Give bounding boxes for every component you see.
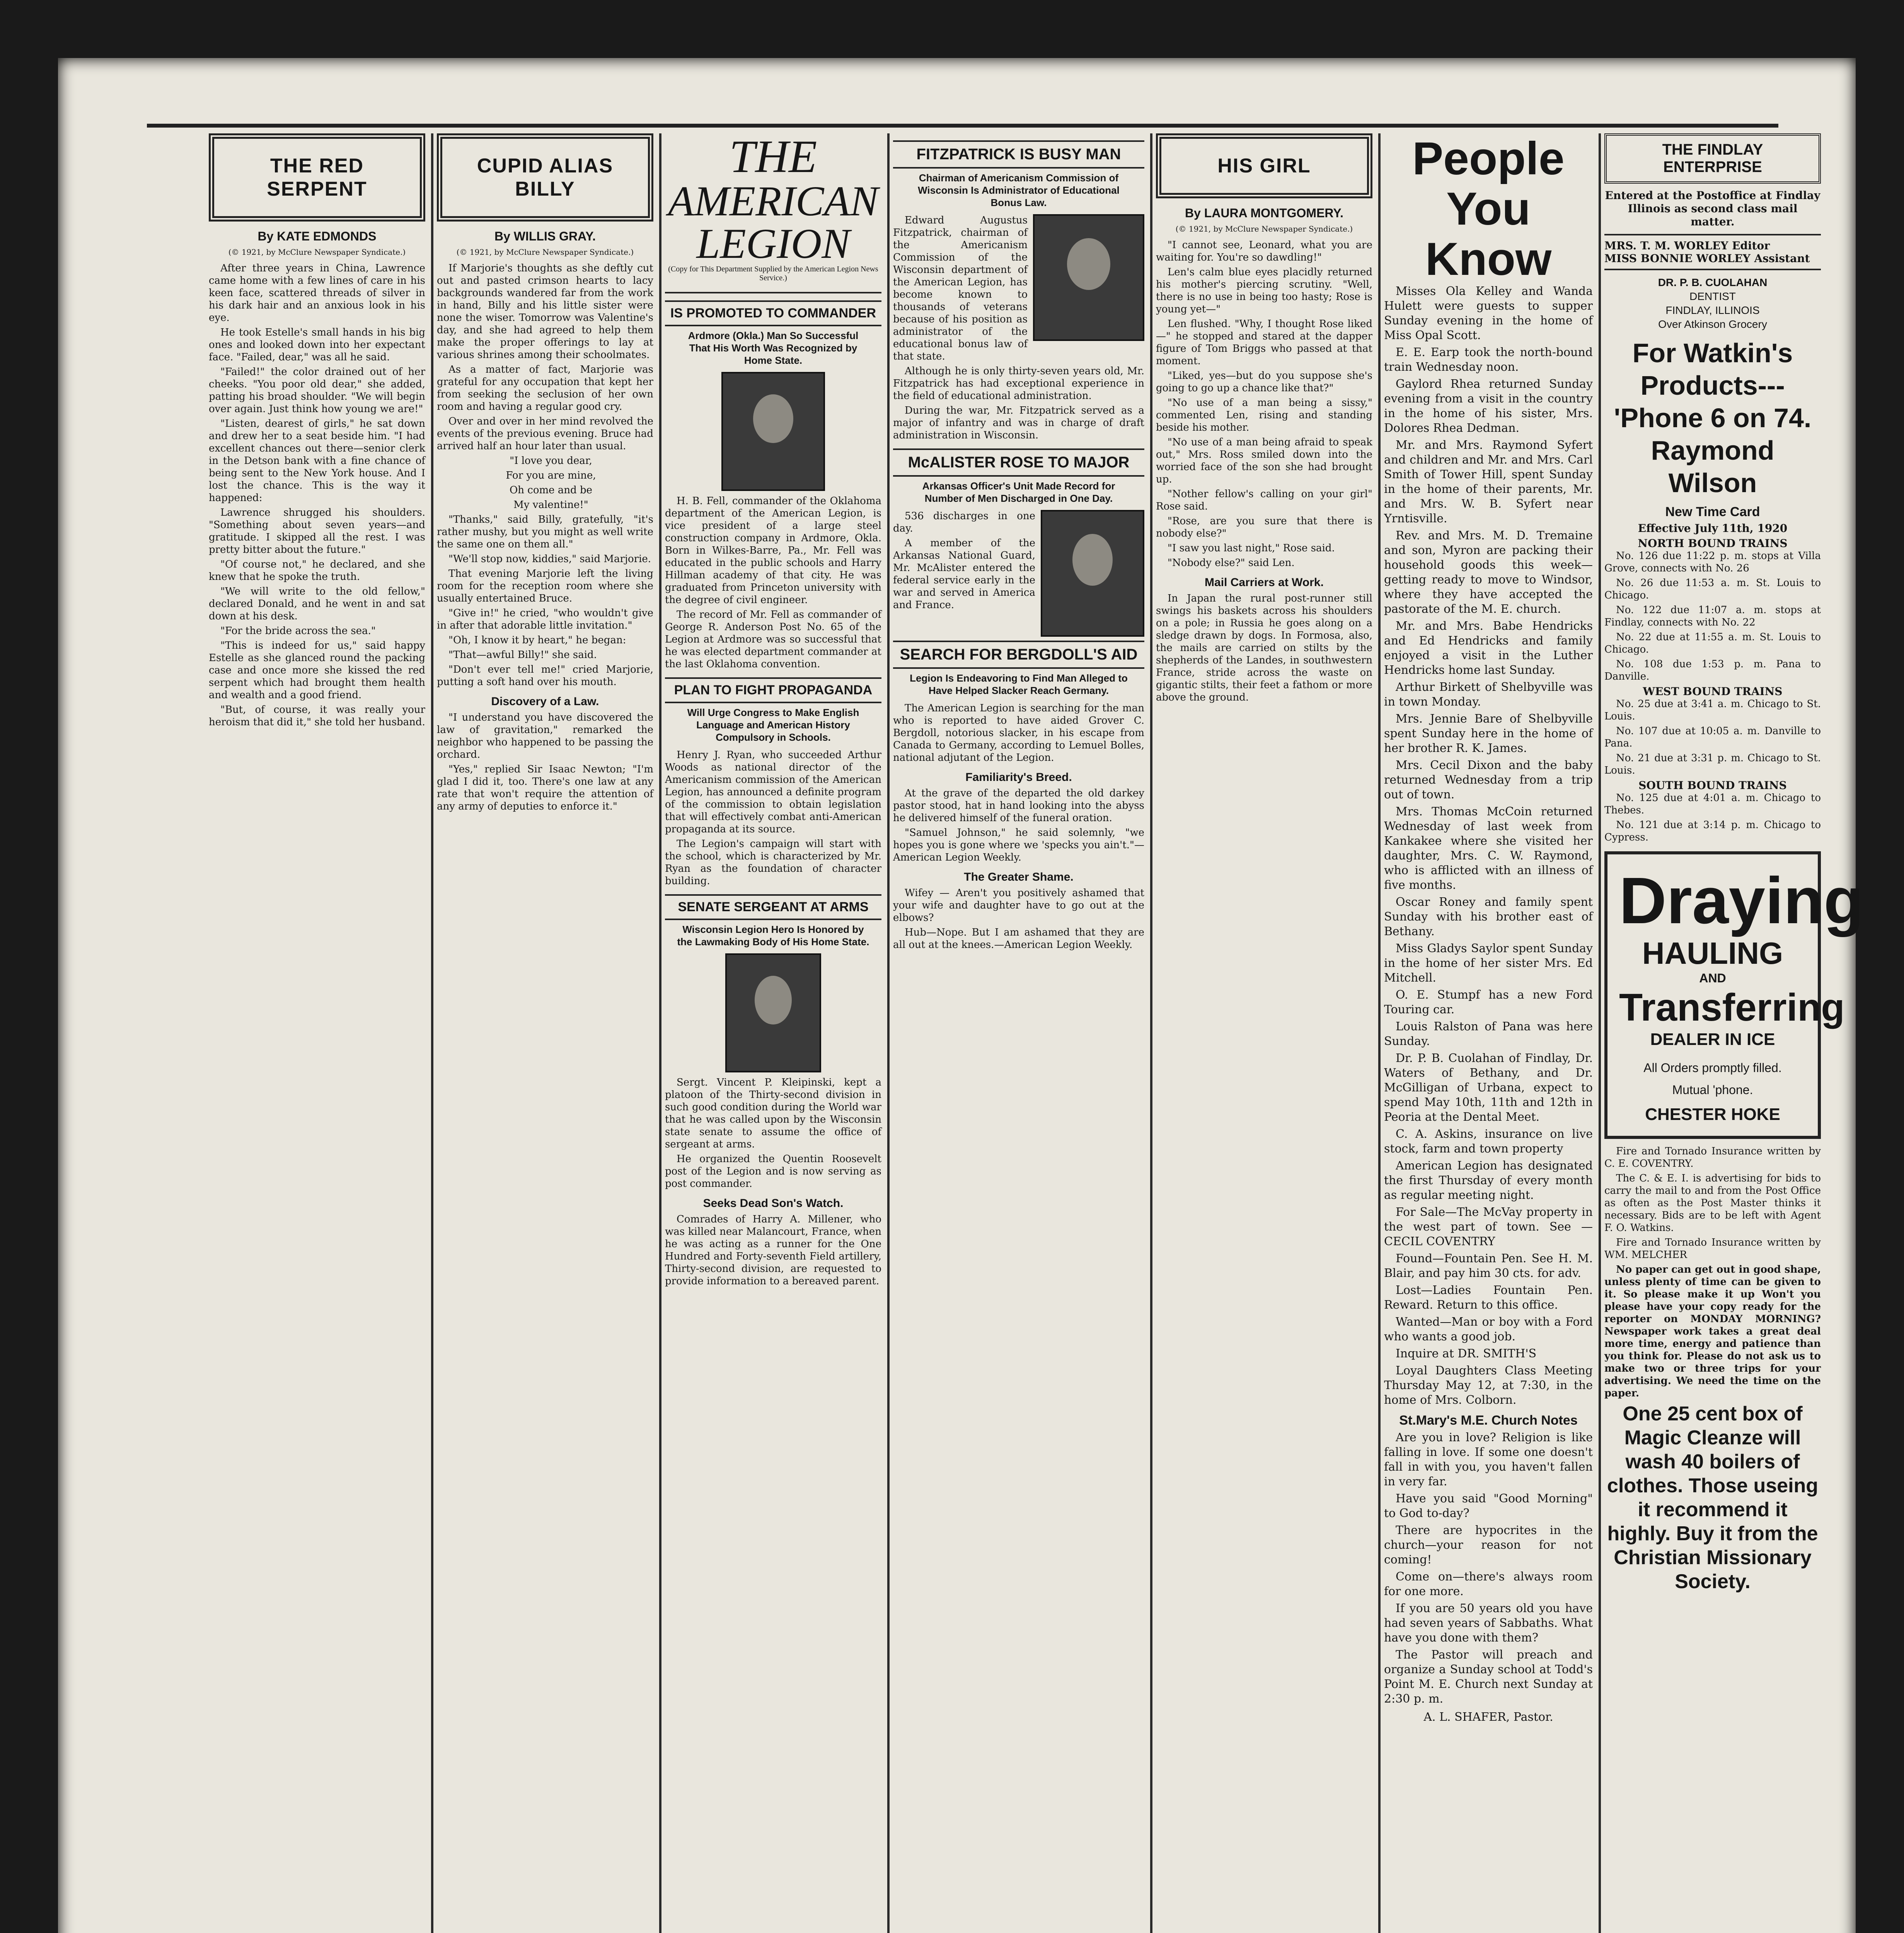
column-his-girl <box>1156 133 1372 1933</box>
paragraph: "We will write to the old fellow," declared Donald, and he went in and sat down at his desk. <box>209 586 425 622</box>
paragraph: Wifey — Aren't you positively ashamed that your wife and daughter have to go out at the elbows? <box>893 887 1144 924</box>
column-rule <box>1150 133 1152 1933</box>
dentist-name: DR. P. B. CUOLAHAN <box>1658 276 1768 288</box>
verse-line: "I love you dear, <box>510 455 592 467</box>
story-title-box <box>1156 133 1372 198</box>
train-line: No. 21 due at 3:31 p. m. Chicago to St. Louis. <box>1604 752 1821 776</box>
draying-ad <box>1604 851 1864 1139</box>
story-body <box>437 262 653 688</box>
local-item: Gaylord Rhea returned Sunday evening from a visit in the country in the home of his sister, Mrs. Dolores Rhea Dedman. <box>1384 377 1593 435</box>
legion-heading-line: LEGION <box>696 220 850 267</box>
timecard-title: New Time Card <box>1665 505 1760 519</box>
paragraph: Although he is only thirty-seven years old, Mr. Fitzpatrick has had exceptional experience in the field of educational administration. <box>893 365 1144 402</box>
train-line: No. 26 due 11:53 a. m. St. Louis to Chicago. <box>1604 577 1821 601</box>
local-item: Wanted—Man or boy with a Ford who wants a good job. <box>1384 1315 1593 1343</box>
masthead: THE FINDLAY ENTERPRISE <box>1604 133 1821 184</box>
church-note: Come on—there's always room for one more. <box>1384 1570 1593 1598</box>
local-item: C. A. Askins, insurance on live stock, farm and town property <box>1384 1127 1593 1156</box>
paragraph: The Legion's campaign will start with the school, which is characterized by Mr. Ryan as the foundation of character building. <box>665 838 881 887</box>
story-title: THE RED SERPENT <box>267 155 367 200</box>
paragraph: Over and over in her mind revolved the events of the previous evening. Bruce had arrived half an hour later than usual. <box>437 416 653 452</box>
transferring-word: Transferring <box>1619 986 1845 1029</box>
editor: MRS. T. M. WORLEY Editor <box>1604 239 1770 252</box>
paragraph: Edward Augustus Fitzpatrick, chairman of the Americanism Commission of the Wisconsin department of the American Legion, has become known to thousands of veterans because of his position as administrator of the educational bonus law of that state. <box>893 215 1028 362</box>
north-trains <box>1604 550 1821 683</box>
column-rule <box>431 133 433 1933</box>
paragraph: A member of the Arkansas National Guard, Mr. McAlister entered the federal service early in the war and served in America and France. <box>893 537 1035 611</box>
headline: PLAN TO FIGHT PROPAGANDA <box>665 677 881 703</box>
paragraph: H. B. Fell, commander of the Oklahoma department of the American Legion, is vice president of a large steel construction company in Ardmore, Okla. Born in Wilkes-Barre, Pa., Mr. Fell was educated in the public schools and Harry Hillman academy of that city. He was graduated from Princeton university with the degree of civil engineer. <box>665 495 881 606</box>
church-note: The Pastor will preach and organize a Sunday school at Todd's Point M. E. Church next Sunday at 2:30 p. m. <box>1384 1648 1593 1706</box>
column-american-legion <box>665 133 881 1933</box>
sub-headline: Familiarity's Breed. <box>965 771 1072 784</box>
deck: Legion Is Endeavoring to Find Man Alleged to Have Helped Slacker Reach Germany. <box>910 672 1128 696</box>
local-item: Arthur Birkett of Shelbyville was in town Monday. <box>1384 680 1593 709</box>
paragraph: "I cannot see, Leonard, what you are waiting for. You're so dawdling!" <box>1156 239 1372 263</box>
paragraph: "This is indeed for us," said happy Estelle as she glanced round the packing case and once more she kissed the red serpent which had brought them health and wealth and a good friend. <box>209 640 425 701</box>
column-rule <box>887 133 890 1933</box>
story-body <box>1156 239 1372 569</box>
orders-note: All Orders promptly filled. <box>1643 1061 1782 1075</box>
story-title: CUPID ALIAS BILLY <box>477 155 614 200</box>
dentist-address: Over Atkinson Grocery <box>1658 318 1767 330</box>
north-trains-title: NORTH BOUND TRAINS <box>1638 537 1788 550</box>
deck: Ardmore (Okla.) Man So Successful That His Worth Was Recognized by Home State. <box>688 330 859 366</box>
portrait-photo <box>1041 510 1144 637</box>
column-people-you-know <box>1384 133 1593 1933</box>
sub-body <box>437 711 653 813</box>
sub-headline: Mail Carriers at Work. <box>1205 576 1324 589</box>
story-body <box>665 749 881 887</box>
story-body <box>893 787 1144 864</box>
paragraph: Len flushed. "Why, I thought Rose liked—" he stopped and stared at the dapper figure of Tom Briggs who passed at that moment. <box>1156 318 1372 367</box>
local-item: Mrs. Cecil Dixon and the baby returned Wednesday from a trip out of town. <box>1384 759 1593 801</box>
paragraph: "That—awful Billy!" she said. <box>448 649 597 661</box>
paragraph: "Rose, are you sure that there is nobody else?" <box>1156 515 1372 539</box>
pastor-signature: A. L. SHAFER, Pastor. <box>1423 1710 1553 1724</box>
headline: SEARCH FOR BERGDOLL'S AID <box>893 641 1144 669</box>
proprietor: CHESTER HOKE <box>1645 1105 1780 1124</box>
local-item: For Sale—The McVay property in the west part of town. See —CECIL COVENTRY <box>1384 1205 1593 1248</box>
local-item: Mrs. Thomas McCoin returned Wednesday of last week from Kankakee where she visited her daughter, Mrs. C. W. Raymond, who is afflicted with an illness of five months. <box>1384 805 1593 892</box>
story-body <box>209 262 425 728</box>
copyright: (© 1921, by McClure Newspaper Syndicate.) <box>456 247 634 257</box>
deck: Will Urge Congress to Make English Language and American History Compulsory in Schools. <box>687 707 859 743</box>
byline: By KATE EDMONDS <box>257 229 377 243</box>
sub-headline: Discovery of a Law. <box>491 695 599 708</box>
draying-word: Draying <box>1619 864 1864 938</box>
paragraph: Henry J. Ryan, who succeeded Arthur Woods as national director of the Americanism commission of the American Legion, has announced a definite program of the commission to obtain legislation that will effectively combat anti-American propaganda at its source. <box>665 749 881 835</box>
paragraph: Sergt. Vincent P. Kleipinski, kept a platoon of the Thirty-second division in such good condition during the World war that he was called upon by the Wisconsin state senate to assume the office of sergeant at arms. <box>665 1077 881 1150</box>
local-item: E. E. Earp took the north-bound train Wednesday noon. <box>1384 346 1593 374</box>
paragraph: After three years in China, Lawrence came home with a few lines of care in his keen face, scattered threads of silver in his dark hair and an anxious look in his eye. <box>209 263 425 324</box>
local-item: Miss Gladys Saylor spent Sunday in the home of her sister Mrs. Ed Mitchell. <box>1384 942 1593 985</box>
headline: IS PROMOTED TO COMMANDER <box>665 300 881 326</box>
local-item: Found—Fountain Pen. See H. M. Blair, and pay him 30 cts. for adv. <box>1384 1252 1593 1280</box>
column-rule <box>659 133 661 1933</box>
story-body <box>665 1076 881 1190</box>
paragraph: "We'll stop now, kiddies," said Marjorie. <box>448 553 651 565</box>
local-items <box>1384 284 1593 1408</box>
legion-heading-line: AMERICAN <box>668 177 878 225</box>
section-title: People You Know <box>1412 133 1565 285</box>
hauling-word: HAULING <box>1642 936 1783 970</box>
sub-headline: The Greater Shame. <box>964 871 1074 883</box>
copyright: (© 1921, by McClure Newspaper Syndicate.) <box>1175 224 1353 234</box>
top-rule <box>147 124 1778 128</box>
local-item: Rev. and Mrs. M. D. Tremaine and son, Myron are packing their household goods this week—getting ready to move to Windsor, where they have accepted the pastorate of the M. E. church. <box>1384 529 1593 616</box>
paragraph: In Japan the rural post-runner still swings his baskets across his shoulders on a pole; in Russia he goes along on a sledge drawn by dogs. In Formosa, also, the mails are carried on stilts by the shepherds of the Landes, in southwestern France, stride across the waste on gigantic stilts, their feet a fathom or more above the ground. <box>1156 593 1372 703</box>
portrait-photo <box>721 372 825 491</box>
byline: By WILLIS GRAY. <box>494 229 596 243</box>
local-item: Mr. and Mrs. Babe Hendricks and Ed Hendricks and family enjoyed a visit in the Luther Hendricks home last Sunday. <box>1384 619 1593 677</box>
postal-entry: Entered at the Postoffice at Findlay Illinois as second class mail matter. <box>1605 189 1820 228</box>
story-title: HIS GIRL <box>1217 155 1311 177</box>
copy-notice: No paper can get out in good shape, unless plenty of time can be given to it. So please make it up Won't you please have your copy ready for the reporter on MONDAY MORNING? Newspaper work takes a great deal more time, energy and patience than you think for. Please do not ask us to make two or three trips for your advertising. We need the time on the paper. <box>1604 1264 1821 1399</box>
paragraph: "Don't ever tell me!" cried Marjorie, putting a soft hand over his mouth. <box>437 664 653 688</box>
paragraph: Len's calm blue eyes placidly returned his mother's piercing scrutiny. "Well, there is no use in being too hasty; Rose is young yet—" <box>1156 266 1372 315</box>
church-notes-title: St.Mary's M.E. Church Notes <box>1399 1413 1578 1428</box>
paragraph: "No use of a man being a sissy," commented Len, rising and standing beside his mother. <box>1156 397 1372 433</box>
train-line: No. 125 due at 4:01 a. m. Chicago to Thebes. <box>1604 792 1821 816</box>
paragraph: "Of course not," he declared, and she knew that he spoke the truth. <box>209 559 425 583</box>
story-body <box>893 702 1144 764</box>
american-legion-heading <box>665 133 881 293</box>
south-trains-title: SOUTH BOUND TRAINS <box>1638 779 1787 792</box>
paragraph: "Liked, yes—but do you suppose she's going to go up a chance like that?" <box>1156 370 1372 394</box>
assistant-editor: MISS BONNIE WORLEY Assistant <box>1604 252 1810 265</box>
paragraph: That evening Marjorie left the living room for the reception room where she usually entertained Bruce. <box>437 568 653 604</box>
story-body <box>665 495 881 670</box>
magic-cleanze-ad: One 25 cent box of Magic Cleanze will wash 40 boilers of clothes. Those useing it recommend it highly. Buy it from the Christian Missionary Society. <box>1607 1403 1819 1593</box>
paragraph: "For the bride across the sea." <box>220 625 376 637</box>
column-findlay-enterprise <box>1604 133 1864 1933</box>
column-red-serpent <box>209 133 425 1933</box>
headline: FITZPATRICK IS BUSY MAN <box>893 140 1144 169</box>
story-title-box <box>209 133 425 222</box>
ice-dealer: DEALER IN ICE <box>1650 1030 1775 1049</box>
classified-item: Fire and Tornado Insurance written by WM. MELCHER <box>1604 1237 1821 1261</box>
deck: Arkansas Officer's Unit Made Record for Number of Men Discharged in One Day. <box>922 480 1115 504</box>
local-item: Loyal Daughters Class Meeting Thursday May 12, at 7:30, in the home of Mrs. Colborn. <box>1384 1364 1593 1407</box>
paragraph: "Yes," replied Sir Isaac Newton; "I'm glad I did it, too. There's one law at any rate that won't require the attention of any army of deputies to enforce it." <box>437 764 653 812</box>
story-body <box>893 887 1144 951</box>
local-item: O. E. Stumpf has a new Ford Touring car. <box>1384 988 1593 1016</box>
paragraph: The American Legion is searching for the man who is reported to have aided Grover C. Bergdoll, notorious slacker, in his escape from Canada to Germany, according to Lemuel Bolles, national adjutant of the Legion. <box>893 702 1144 764</box>
church-note: There are hypocrites in the church—your reason for not coming! <box>1384 1524 1593 1567</box>
paragraph: Hub—Nope. But I am ashamed that they are all out at the knees.—American Legion Weekly. <box>893 927 1144 951</box>
church-notes <box>1384 1430 1593 1706</box>
paragraph: "Listen, dearest of girls," he sat down and drew her to a seat beside him. "I had excellent chances out there—senior clerk in the Detson bank with a fine chance of being sent to the New York house. And I lost the chance. This is the way it happened: <box>209 418 425 504</box>
local-item: Mrs. Jennie Bare of Shelbyville spent Sunday here in the home of her brother R. K. James. <box>1384 712 1593 755</box>
local-item: Misses Ola Kelley and Wanda Hulett were guests to supper Sunday evening in the home of Miss Opal Scott. <box>1384 285 1593 342</box>
train-line: No. 121 due at 3:14 p. m. Chicago to Cypress. <box>1604 819 1821 843</box>
copyright: (© 1921, by McClure Newspaper Syndicate.) <box>228 247 406 257</box>
paragraph: Comrades of Harry A. Millener, who was killed near Malancourt, France, when he was acting as a runner for the One Hundred and Forty-seventh Field artillery, Thirty-second division, are requested to provide information to a bereaved parent. <box>665 1214 881 1287</box>
local-item: Dr. P. B. Cuolahan of Findlay, Dr. Waters of Bethany, and Dr. McGilligan of Urbana, expect to spend May 10th, 11th and 12th in Peoria at the Dental Meet. <box>1384 1052 1593 1124</box>
paragraph: "Samuel Johnson," he said solemnly, "we hopes you is gone where we 'specks you ain't."—American Legion Weekly. <box>893 827 1144 863</box>
headline: SENATE SERGEANT AT ARMS <box>665 894 881 920</box>
train-line: No. 126 due 11:22 p. m. stops at Villa Grove, connects with No. 26 <box>1604 550 1821 574</box>
story-body <box>665 1213 881 1287</box>
paragraph: "No use of a man being afraid to speak out," Mrs. Ross smiled down into the worried face of the son she had brought up. <box>1156 436 1372 485</box>
church-note: If you are 50 years old you have had seven years of Sabbaths. What have you done with them? <box>1384 1602 1593 1645</box>
south-trains <box>1604 792 1821 844</box>
paragraph: He organized the Quentin Roosevelt post of the Legion and is now serving as post commander. <box>665 1153 881 1190</box>
local-item: Louis Ralston of Pana was here Sunday. <box>1384 1020 1593 1048</box>
sub-headline: Seeks Dead Son's Watch. <box>703 1197 844 1210</box>
paragraph: "Oh, I know it by heart," he began: <box>448 634 626 646</box>
paragraph: He took Estelle's small hands in his big ones and looked down into her expectant face. "Failed, dear," was all he said. <box>209 327 425 363</box>
staff-box <box>1604 234 1821 270</box>
classified-item: Fire and Tornado Insurance written by C. E. COVENTRY. <box>1604 1145 1821 1169</box>
verse-line: Oh come and be <box>509 484 593 496</box>
verse-line: My valentine!" <box>513 499 588 511</box>
paragraph: If Marjorie's thoughts as she deftly cut out and pasted crimson hearts to lacy backgrounds wandered far from the work in hand, Billy and his little sister were none the wiser. Tomorrow was Valentine's day, and she had agreed to help them make the proper offerings to lay at various shrines among their schoolmates. <box>437 263 653 361</box>
paragraph: "Failed!" the color drained out of her cheeks. "You poor old dear," she added, patting his broad shoulder. "We will begin over again. Just think how young we are!" <box>209 366 425 415</box>
paragraph: "Nother fellow's calling on your girl" Rose said. <box>1156 488 1372 512</box>
paragraph: At the grave of the departed the old darkey pastor stood, hat in hand looking into the abyss he delivered himself of the funeral oration. <box>893 788 1144 824</box>
column-cupid-alias-billy <box>437 133 653 1933</box>
paragraph: "I saw you last night," Rose said. <box>1168 542 1335 554</box>
column-legion-news <box>893 133 1144 1933</box>
portrait-photo <box>725 953 821 1072</box>
paragraph: "Thanks," said Billy, gratefully, "it's rather mushy, but you might as well write the same one on them all." <box>437 514 653 550</box>
train-line: No. 122 due 11:07 a. m. stops at Findlay, connects with No. 22 <box>1604 604 1821 628</box>
dentist-town: FINDLAY, ILLINOIS <box>1665 304 1760 316</box>
west-trains <box>1604 698 1821 777</box>
paragraph: "Nobody else?" said Len. <box>1168 557 1295 569</box>
column-rule <box>1378 133 1381 1933</box>
church-note: Are you in love? Religion is like falling in love. If some one doesn't fall in with you, you haven't fallen in very far. <box>1384 1431 1593 1488</box>
timecard-effective: Effective July 11th, 1920 <box>1638 522 1788 535</box>
portrait-photo <box>1033 214 1144 341</box>
classified-item: The C. & E. I. is advertising for bids to carry the mail to and from the Post Office as often as the Post Master thinks it necessary. Bids are to be left with Agent F. O. Watkins. <box>1604 1173 1821 1234</box>
train-line: No. 107 due at 10:05 a. m. Danville to Pana. <box>1604 725 1821 749</box>
paragraph: Lawrence shrugged his shoulders. "Something about seven years—and gratitude. I skipped all the rest. I was pretty bitter about the future." <box>209 507 425 556</box>
paragraph: As a matter of fact, Marjorie was grateful for any occupation that kept her from seeking the seclusion of her own room and having a regular good cry. <box>437 364 653 413</box>
phone-note: Mutual 'phone. <box>1672 1083 1753 1097</box>
paragraph: 536 discharges in one day. <box>893 510 1035 534</box>
watkins-ad: For Watkin's Products--- 'Phone 6 on 74. Raymond Wilson <box>1614 338 1812 498</box>
paragraph: During the war, Mr. Fitzpatrick served as a major of infantry and was in charge of draft administration in Wisconsin. <box>893 405 1144 441</box>
classifieds <box>1604 1145 1821 1399</box>
legion-heading-line: THE <box>729 131 817 182</box>
verse-line: For you are mine, <box>506 470 596 481</box>
local-item: Lost—Ladies Fountain Pen. Reward. Return to this office. <box>1384 1284 1593 1312</box>
paragraph: "Give in!" he cried, "who wouldn't give in after that adorable little invitation." <box>437 607 653 631</box>
paragraph: The record of Mr. Fell as commander of George R. Anderson Post No. 65 of the Legion at Ardmore was so successful that he was elected department commander at the last Oklahoma convention. <box>665 609 881 670</box>
legion-note: (Copy for This Department Supplied by the American Legion News Service.) <box>668 265 878 282</box>
byline: By LAURA MONTGOMERY. <box>1185 206 1344 220</box>
local-item: Inquire at DR. SMITH'S <box>1396 1347 1537 1360</box>
column-rule <box>1599 133 1601 1933</box>
local-item: Mr. and Mrs. Raymond Syfert and children and Mr. and Mrs. Carl Smith of Tower Hill, spent Sunday in the home of their parents, Mr. and Mrs. W. B. Syfert near Yrntisville. <box>1384 438 1593 525</box>
dentist-title: DENTIST <box>1689 290 1736 302</box>
deck: Chairman of Americanism Commission of Wisconsin Is Administrator of Educational Bonus Law. <box>918 172 1120 208</box>
train-line: No. 22 due at 11:55 a. m. St. Louis to Chicago. <box>1604 631 1821 655</box>
train-line: No. 108 due 1:53 p. m. Pana to Danville. <box>1604 658 1821 682</box>
west-trains-title: WEST BOUND TRAINS <box>1643 685 1783 698</box>
headline: McALISTER ROSE TO MAJOR <box>893 448 1144 477</box>
dentist-ad <box>1604 276 1821 331</box>
and-word: AND <box>1699 971 1726 985</box>
train-line: No. 25 due at 3:41 a. m. Chicago to St. Louis. <box>1604 698 1821 722</box>
sub-body <box>1156 592 1372 704</box>
local-item: Oscar Roney and family spent Sunday with his brother east of Bethany. <box>1384 895 1593 938</box>
local-item: American Legion has designated the first Thursday of every month as regular meeting night. <box>1384 1159 1593 1202</box>
deck: Wisconsin Legion Hero Is Honored by the Lawmaking Body of His Home State. <box>677 924 869 948</box>
church-note: Have you said "Good Morning" to God to-day? <box>1384 1492 1593 1520</box>
story-title-box <box>437 133 653 222</box>
paragraph: "I understand you have discovered the law of gravitation," remarked the neighbor who happened to be passing the orchard. <box>437 712 653 760</box>
paragraph: "But, of course, it was really your heroism that did it," she told her husband. <box>209 704 425 728</box>
